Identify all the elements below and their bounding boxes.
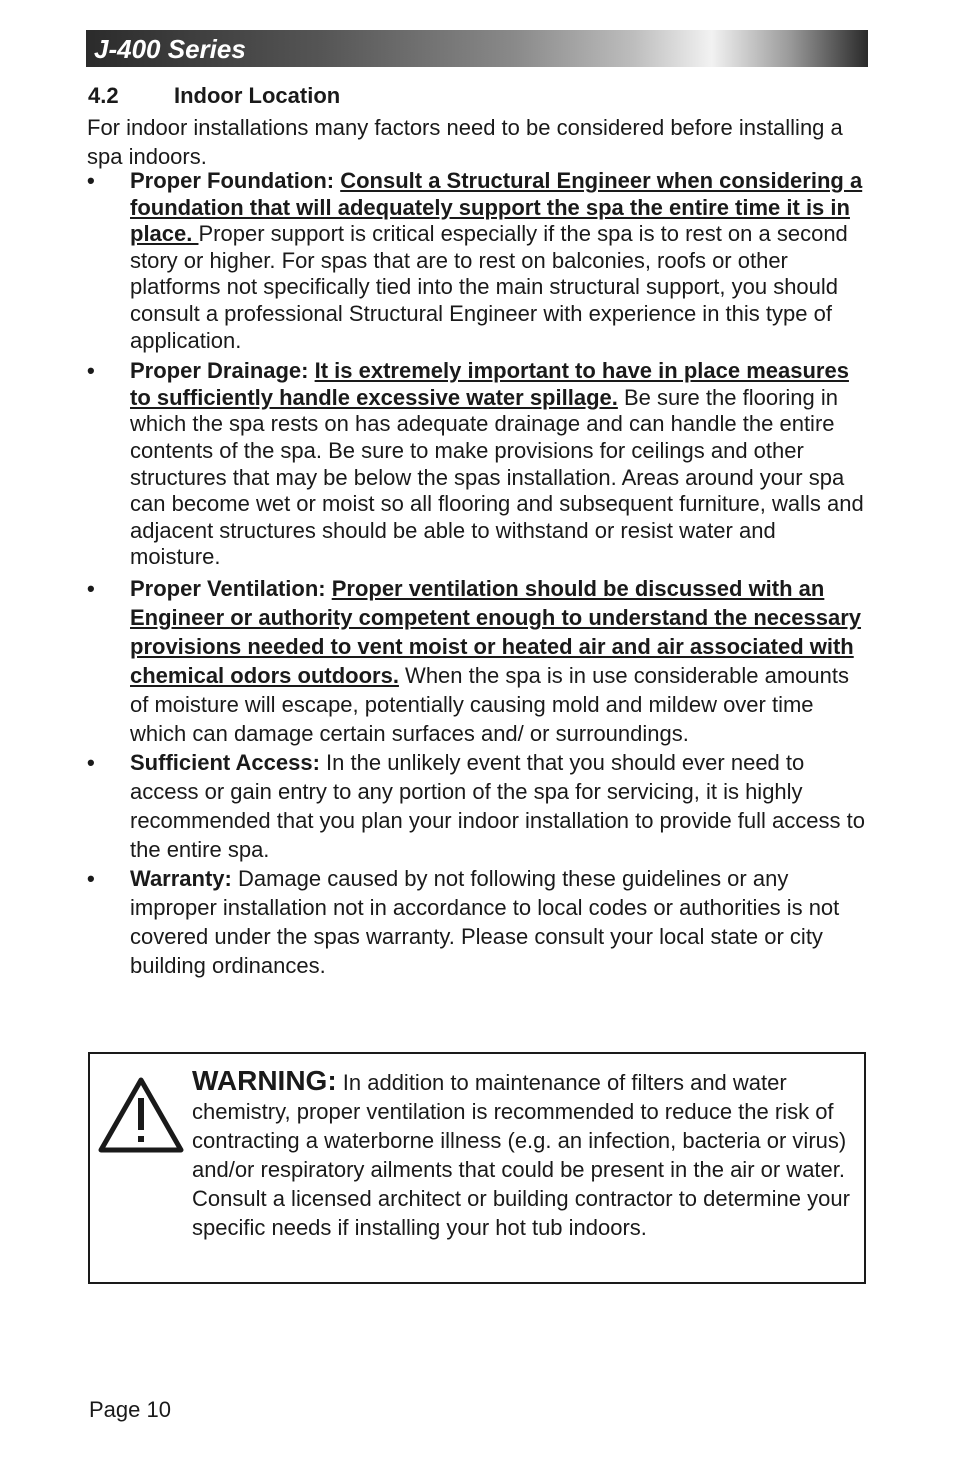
warning-text: [192, 1066, 852, 1242]
section-heading: [88, 82, 340, 110]
bullet-emphasis: Consult a Structural Engineer when considering a foundation that will adequately support the spa the entire time it is in place.: [130, 168, 863, 247]
section-number: 4.2: [88, 83, 119, 108]
bullet-marker: •: [87, 865, 95, 891]
page-number: Page 10: [89, 1397, 171, 1422]
bullet-emphasis: Proper ventilation should be discussed with an Engineer or authority competent enough to understand the necessary provisions needed to vent moist or heated air and air associated with chemical odors outdoors.: [130, 575, 862, 688]
bullet-marker: •: [87, 575, 95, 601]
bullet-emphasis: It is extremely important to have in place measures to sufficiently handle excessive water spillage.: [130, 358, 849, 410]
warning-box: [88, 1052, 866, 1284]
warning-triangle-icon: [98, 1076, 184, 1156]
bullet-sufficient-access: [87, 748, 869, 864]
intro-paragraph: For indoor installations many factors need to be considered before installing a spa indoors.: [87, 115, 843, 169]
bullet-lead: Proper Drainage:: [130, 358, 315, 384]
bullet-warranty: [87, 864, 869, 980]
header-bar: [86, 30, 868, 67]
warning-body: In addition to maintenance of filters and water chemistry, proper ventilation is recommended to reduce the risk of contracting a waterborne illness (e.g. an infection, bacteria or virus) and/or respiratory ailments that could be present in the air or water. Consult a licensed architect or building contractor to determine your specific needs if installing your hot tub indoors.: [192, 1070, 850, 1240]
bullet-lead: Sufficient Access:: [130, 749, 320, 775]
bullet-lead: Proper Ventilation:: [130, 575, 332, 601]
series-title: J-400 Series: [94, 34, 246, 64]
bullet-body: In the unlikely event that you should ever need to access or gain entry to any portion of the spa for servicing, it is highly recommended that you plan your indoor installation to provide full access to the entire spa.: [130, 749, 865, 862]
bullet-body: When the spa is in use considerable amounts of moisture will escape, potentially causing mold and mildew over time which can damage certain surfaces and/ or surroundings.: [130, 662, 849, 746]
warning-label: WARNING:: [192, 1065, 337, 1096]
bullet-marker: •: [87, 749, 95, 775]
bullet-body: Damage caused by not following these guidelines or any improper installation not in accordance to local codes or authorities is not covered under the spas warranty. Please consult your local state or city building ordinances.: [130, 865, 840, 978]
bullet-proper-ventilation: [87, 574, 869, 748]
bullet-proper-drainage: [87, 358, 869, 571]
section-title: Indoor Location: [174, 83, 341, 108]
bullet-lead: Proper Foundation:: [130, 168, 341, 193]
bullet-marker: •: [87, 358, 95, 384]
bullet-body: Be sure the flooring in which the spa rests on has adequate drainage and can handle the entire contents of the spa. Be sure to make provisions for ceilings and other structures that may be below the spas installation. Areas around your spa can become wet or moist so all flooring and subsequent furniture, walls and adjacent structures should be able to withstand or resist water and moisture.: [130, 384, 864, 570]
bullet-list: [87, 168, 869, 980]
bullet-proper-foundation: [87, 168, 869, 354]
bullet-marker: •: [87, 168, 95, 193]
bullet-lead: Warranty:: [130, 865, 232, 891]
bullet-body: Proper support is critical especially if the spa is to rest on a second story or higher. For spas that are to rest on balconies, roofs or other platforms not specifically tied into the main structural support, you should consult a professional Structural Engineer with experience in this type of application.: [130, 221, 848, 353]
